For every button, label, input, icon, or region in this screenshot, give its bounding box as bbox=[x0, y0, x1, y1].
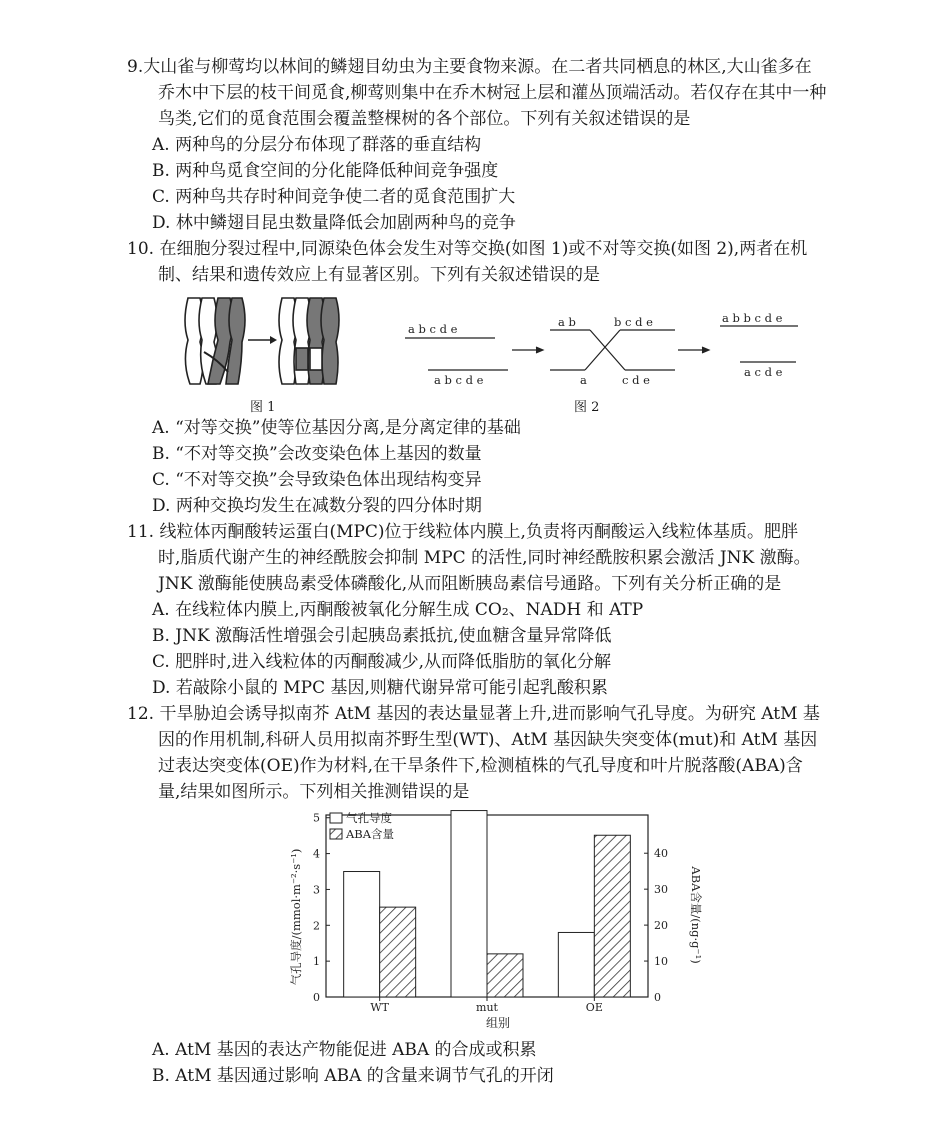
q12-option-a: A. AtM 基因的表达产物能促进 ABA 的合成或积累 bbox=[152, 1040, 537, 1060]
category-label-OE: OE bbox=[585, 1001, 603, 1014]
q9-stem-line-2: 乔木中下层的枝干间觅食,柳莺则集中在乔木树冠上层和灌丛顶端活动。若仅存在其中一种 bbox=[158, 83, 827, 103]
left-tick-label: 3 bbox=[313, 883, 320, 897]
q9-stem-line-3: 鸟类,它们的觅食范围会覆盖整棵树的各个部位。下列有关叙述错误的是 bbox=[158, 109, 691, 129]
fig2-right-bottom-genes: a c d e bbox=[744, 365, 783, 379]
stomatal-aba-bar-chart bbox=[270, 805, 710, 1035]
figure-2-label: 图 2 bbox=[574, 400, 600, 415]
q10-option-c: C. “不对等交换”会导致染色体出现结构变异 bbox=[152, 470, 482, 490]
bar-stomatal-OE bbox=[558, 932, 594, 997]
q12-option-b: B. AtM 基因通过影响 ABA 的含量来调节气孔的开闭 bbox=[152, 1066, 554, 1086]
q10-stem-line-1: 10. 在细胞分裂过程中,同源染色体会发生对等交换(如图 1)或不对等交换(如图 2),两者在机 bbox=[127, 239, 808, 259]
q11-stem-line-3: JNK 激酶能使胰岛素受体磷酸化,从而阻断胰岛素信号通路。下列有关分析正确的是 bbox=[158, 574, 782, 594]
chart-x-axis-label: 组别 bbox=[485, 1016, 511, 1030]
q9-stem-line-1: 9.大山雀与柳莺均以林间的鳞翅目幼虫为主要食物来源。在二者共同栖息的林区,大山雀多在 bbox=[127, 57, 812, 77]
figure-2-unequal-exchange bbox=[400, 312, 810, 392]
fig2-mid-top-right-genes: b c d e bbox=[614, 315, 653, 329]
right-tick-label: 0 bbox=[654, 991, 661, 1004]
q10-option-d: D. 两种交换均发生在减数分裂的四分体时期 bbox=[152, 496, 482, 516]
q12-stem-line-4: 量,结果如图所示。下列相关推测错误的是 bbox=[158, 782, 470, 802]
figure-1-chromosome-exchange bbox=[178, 292, 348, 390]
bar-aba-OE bbox=[594, 835, 630, 997]
q11-option-a: A. 在线粒体内膜上,丙酮酸被氧化分解生成 CO₂、NADH 和 ATP bbox=[152, 600, 644, 620]
q10-stem-line-2: 制、结果和遗传效应上有显著区别。下列有关叙述错误的是 bbox=[158, 265, 600, 285]
fig2-right-top-genes: a b b c d e bbox=[722, 312, 783, 325]
bar-stomatal-mut bbox=[451, 811, 487, 997]
legend-label-stomatal: 气孔导度 bbox=[346, 811, 392, 825]
chart-left-axis-label: 气孔导度/(mmol·m⁻²·s⁻¹) bbox=[289, 848, 303, 986]
bar-stomatal-WT bbox=[344, 872, 380, 997]
left-tick-label: 2 bbox=[313, 919, 320, 933]
fig2-left-top-genes: a b c d e bbox=[408, 322, 458, 336]
q9-option-b: B. 两种鸟觅食空间的分化能降低种间竞争强度 bbox=[152, 161, 499, 181]
fig2-left-bottom-genes: a b c d e bbox=[434, 373, 484, 387]
chart-right-axis-label: ABA含量/(ng·g⁻¹) bbox=[689, 866, 703, 964]
left-tick-label: 4 bbox=[313, 847, 320, 861]
right-tick-label: 40 bbox=[654, 847, 668, 861]
left-tick-label: 1 bbox=[313, 955, 320, 969]
fig2-mid-bottom-right-genes: c d e bbox=[622, 373, 650, 387]
legend-swatch-aba bbox=[330, 829, 342, 839]
right-tick-label: 10 bbox=[654, 955, 668, 969]
legend-swatch-stomatal bbox=[330, 813, 342, 823]
q12-stem-line-1: 12. 干旱胁迫会诱导拟南芥 AtM 基因的表达量显著上升,进而影响气孔导度。为研究 AtM 基 bbox=[127, 704, 820, 724]
right-tick-label: 30 bbox=[654, 883, 668, 897]
bar-aba-WT bbox=[380, 907, 416, 997]
category-label-mut: mut bbox=[476, 1001, 498, 1014]
q10-option-b: B. “不对等交换”会改变染色体上基因的数量 bbox=[152, 444, 482, 464]
right-tick-label: 20 bbox=[654, 919, 668, 933]
category-label-WT: WT bbox=[370, 1001, 389, 1014]
q11-stem-line-2: 时,脂质代谢产生的神经酰胺会抑制 MPC 的活性,同时神经酰胺积累会激活 JNK 激酶。 bbox=[158, 548, 811, 568]
q9-option-a: A. 两种鸟的分层分布体现了群落的垂直结构 bbox=[152, 135, 482, 155]
q11-option-c: C. 肥胖时,进入线粒体的丙酮酸减少,从而降低脂肪的氧化分解 bbox=[152, 652, 612, 672]
bar-aba-mut bbox=[487, 954, 523, 997]
fig2-mid-top-left-genes: a b bbox=[558, 315, 576, 329]
left-tick-label: 5 bbox=[313, 811, 320, 825]
fig2-mid-bottom-left-genes: a bbox=[580, 373, 587, 387]
legend-label-aba: ABA含量 bbox=[346, 827, 395, 841]
q9-option-d: D. 林中鳞翅目昆虫数量降低会加剧两种鸟的竞争 bbox=[152, 213, 516, 233]
q11-option-d: D. 若敲除小鼠的 MPC 基因,则糖代谢异常可能引起乳酸积累 bbox=[152, 678, 608, 698]
q11-option-b: B. JNK 激酶活性增强会引起胰岛素抵抗,使血糖含量异常降低 bbox=[152, 626, 612, 646]
q10-option-a: A. “对等交换”使等位基因分离,是分离定律的基础 bbox=[152, 418, 521, 438]
figure-1-label: 图 1 bbox=[250, 400, 276, 415]
q12-stem-line-3: 过表达突变体(OE)作为材料,在干旱条件下,检测植株的气孔导度和叶片脱落酸(ABA)含 bbox=[158, 756, 803, 776]
q9-option-c: C. 两种鸟共存时种间竞争使二者的觅食范围扩大 bbox=[152, 187, 516, 207]
chart-legend bbox=[330, 811, 394, 841]
q12-stem-line-2: 因的作用机制,科研人员用拟南芥野生型(WT)、AtM 基因缺失突变体(mut)和 AtM 基因 bbox=[158, 730, 818, 750]
q11-stem-line-1: 11. 线粒体丙酮酸转运蛋白(MPC)位于线粒体内膜上,负责将丙酮酸运入线粒体基质。肥胖 bbox=[127, 522, 798, 542]
left-tick-label: 0 bbox=[313, 991, 320, 1004]
